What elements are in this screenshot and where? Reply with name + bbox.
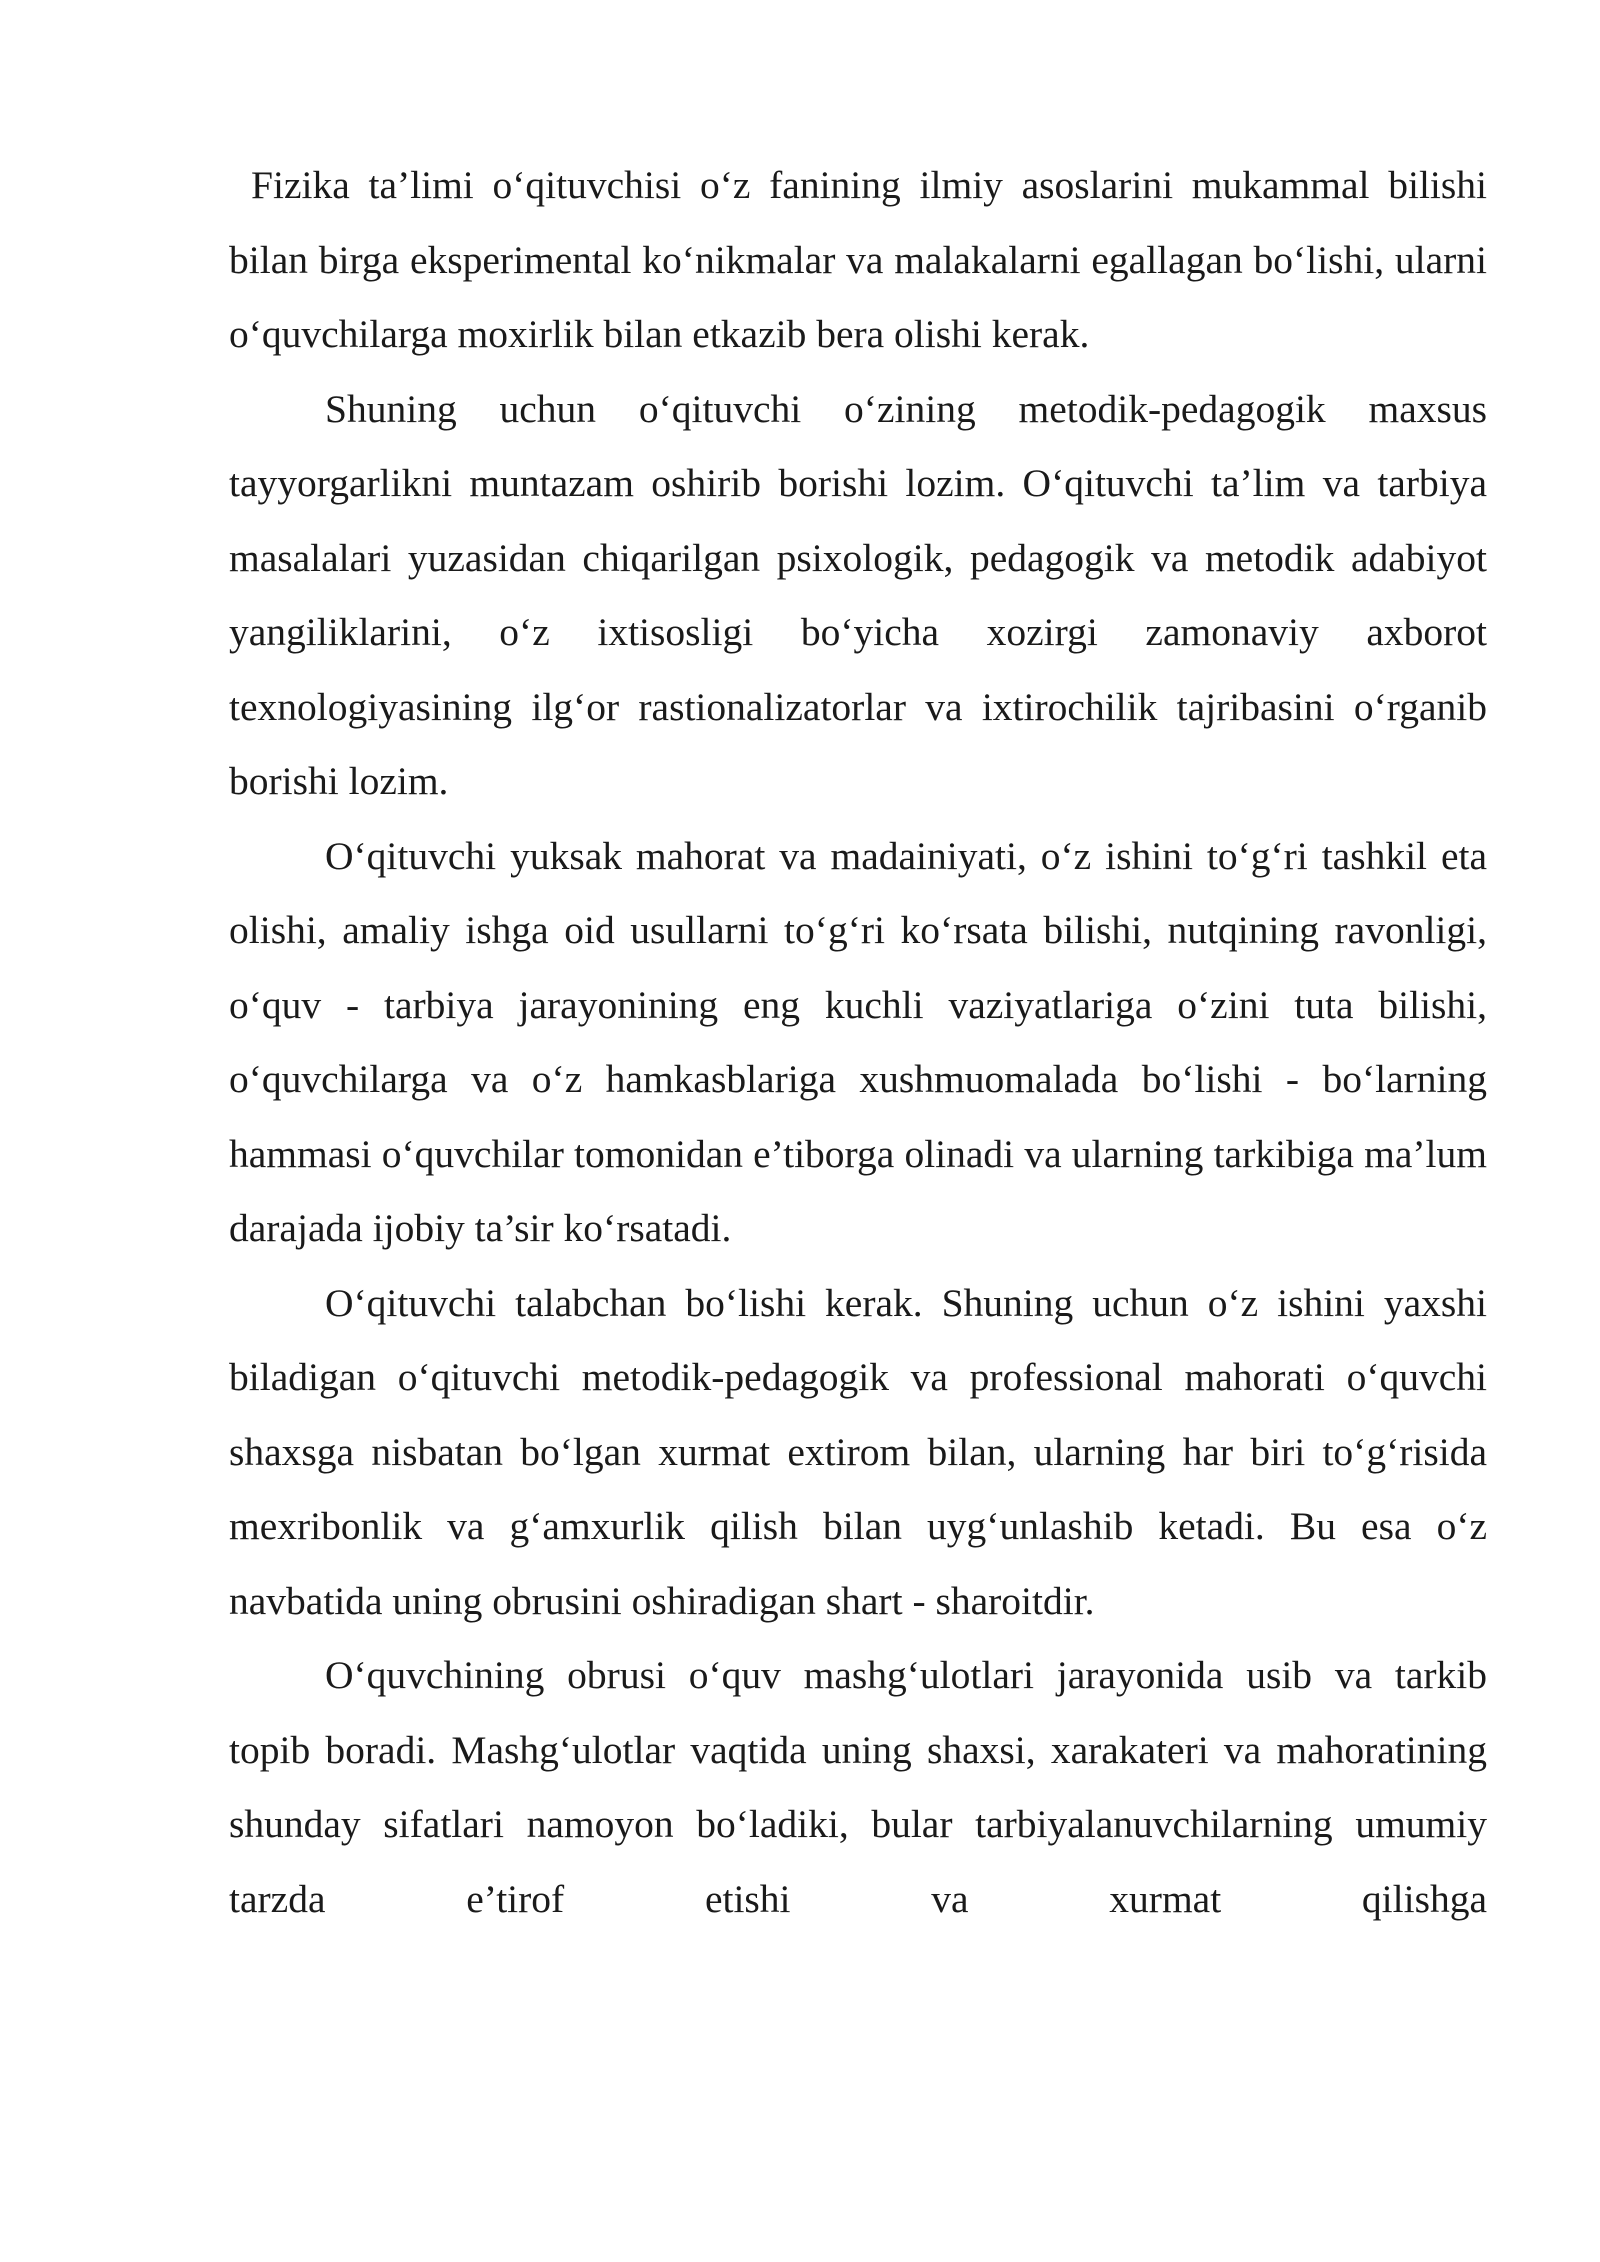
- paragraph-4: O‘qituvchi talabchan bo‘lishi kerak. Shuning uchun o‘z ishini yaxshi biladigan o‘qituvchi metodik-pedagogik va professional mahorati o‘quvchi shaxsga nisbatan bo‘lgan xurmat extirom bilan, ularning har biri to‘g‘risida mexribonlik va g‘amxurlik qilish bilan uyg‘unlashib ketadi. Bu esa o‘z navbatida uning obrusini oshiradigan shart - sharoitdir.: [229, 1280, 1487, 1623]
- paragraph-2: Shuning uchun o‘qituvchi o‘zining metodik-pedagogik maxsus tayyorgarlikni muntazam oshirib borishi lozim. O‘qituvchi ta’lim va tarbiya masalalari yuzasidan chiqarilgan psixologik, pedagogik va metodik adabiyot yangiliklarini, o‘z ixtisosligi bo‘yicha xozirgi zamonaviy axborot texnologiyasining ilg‘or rastionalizatorlar va ixtirochilik tajribasini o‘rganib borishi lozim.: [229, 386, 1487, 803]
- paragraph-3: O‘qituvchi yuksak mahorat va madainiyati, o‘z ishini to‘g‘ri tashkil eta olishi, amaliy ishga oid usullarni to‘g‘ri ko‘rsata bilishi, nutqining ravonligi, o‘quv - tarbiya jarayonining eng kuchli vaziyatlariga o‘zini tuta bilishi, o‘quvchilarga va o‘z hamkasblariga xushmuomalada bo‘lishi - bo‘larning hammasi o‘quvchilar tomonidan e’tiborga olinadi va ularning tarkibiga ma’lum darajada ijobiy ta’sir ko‘rsatadi.: [229, 833, 1487, 1250]
- paragraph-1: Fizika ta’limi o‘qituvchisi o‘z fanining ilmiy asoslarini mukammal bilishi bilan birga eksperimental ko‘nikmalar va malakalarni egallagan bo‘lishi, ularni o‘quvchilarga moxirlik bilan etkazib bera olishi kerak.: [229, 163, 1487, 356]
- document-body: [229, 148, 1487, 1936]
- paragraph-5: O‘quvchining obrusi o‘quv mashg‘ulotlari jarayonida usib va tarkib topib boradi. Mashg‘ulotlar vaqtida uning shaxsi, xarakateri va mahoratining shunday sifatlari namoyon bo‘ladiki, bular tarbiyalanuvchilarning umumiy tarzda e’tirof etishi va xurmat qilishga: [229, 1653, 1487, 1921]
